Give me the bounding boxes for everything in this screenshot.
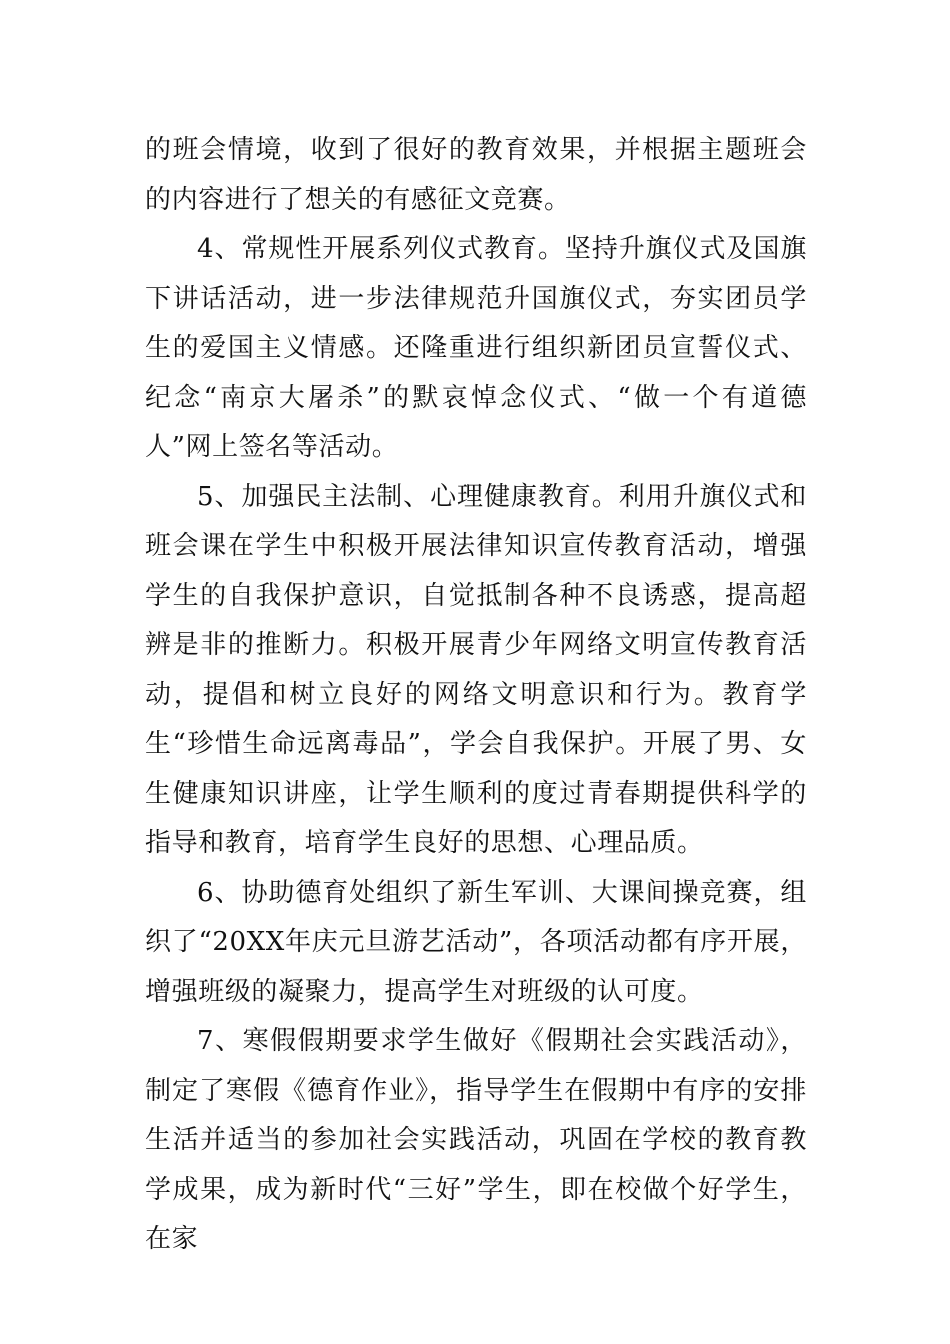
paragraph-item-4: 4、常规性开展系列仪式教育。坚持升旗仪式及国旗下讲话活动，进一步法律规范升国旗仪式，夯实团员学生的爱国主义情感。还隆重进行组织新团员宣誓仪式、纪念“南京大屠杀”的默哀悼念仪式、“做一个有道德人”网上签名等活动。 <box>145 234 807 462</box>
paragraph-item-5: 5、加强民主法制、心理健康教育。利用升旗仪式和班会课在学生中积极开展法律知识宣传教育活动，增强学生的自我保护意识，自觉抵制各种不良诱惑，提高超辨是非的推断力。积极开展青少年网络文明宣传教育活动，提倡和树立良好的网络文明意识和行为。教育学生“珍惜生命远离毒品”，学会自我保护。开展了男、女生健康知识讲座，让学生顺利的度过青春期提供科学的指导和教育，培育学生良好的思想、心理品质。 <box>145 481 807 858</box>
paragraph-item-6: 6、协助德育处组织了新生军训、大课间操竞赛，组织了“20XX年庆元旦游艺活动”，各项活动都有序开展，增强班级的凝聚力，提高学生对班级的认可度。 <box>145 877 807 1007</box>
document-body <box>145 126 807 1265</box>
paragraph-continuation: 的班会情境，收到了很好的教育效果，并根据主题班会的内容进行了想关的有感征文竞赛。 <box>145 135 807 215</box>
paragraph-item-7: 7、寒假假期要求学生做好《假期社会实践活动》，制定了寒假《德育作业》，指导学生在假期中有序的安排生活并适当的参加社会实践活动，巩固在学校的教育教学成果，成为新时代“三好”学生，即在校做个好学生，在家 <box>145 1026 807 1254</box>
